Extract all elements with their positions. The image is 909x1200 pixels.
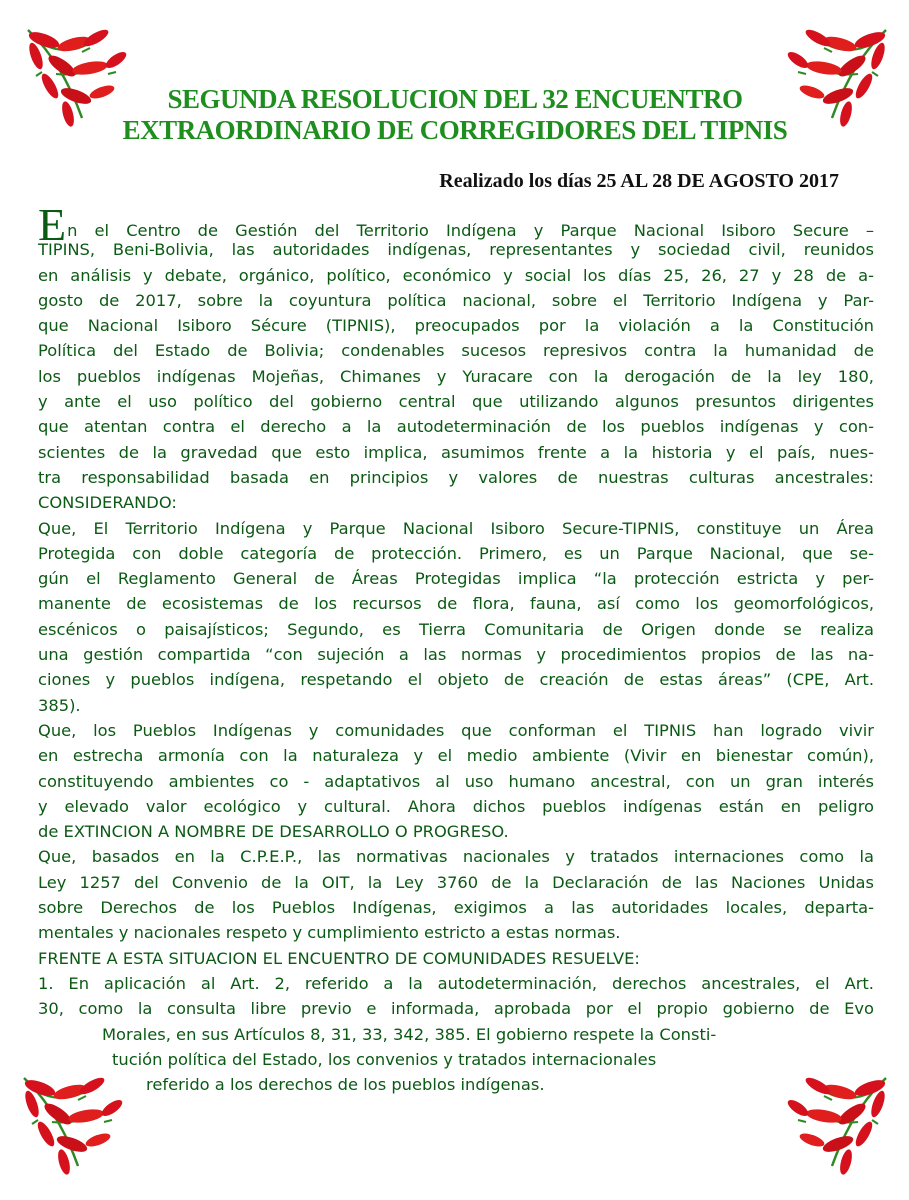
text-line: 1. En aplicación al Art. 2, referido a la autodeterminación, derechos ancestrales, el Art. [38,973,874,993]
text-line: una gestión compartida “con sujeción a las normas y procedimientos propios de las na- [38,645,874,665]
text-line: Morales, en sus Artículos 8, 31, 33, 342, 385. El gobierno respete la Consti- [102,1024,717,1044]
text-line: y elevado valor ecológico y cultural. Ahora dichos pueblos indígenas están en peligro [38,796,874,816]
text-line: TIPINS, Beni-Bolivia, las autoridades indígenas, representantes y sociedad civil, reunidos [38,240,874,260]
resolution-body [38,199,874,1097]
text-line: n el Centro de Gestión del Territorio Indígena y Parque Nacional Isiboro Secure – [67,221,874,240]
text-line: tución política del Estado, los convenios y tratados internacionales [112,1049,657,1069]
drop-cap: E [38,199,67,250]
text-line: referido a los derechos de los pueblos indígenas. [146,1075,545,1095]
event-dates: Realizado los días 25 AL 28 DE AGOSTO 2017 [439,170,839,192]
text-line: los pueblos indígenas Mojeñas, Chimanes y Yuracare con la derogación de la ley 180, [38,366,874,386]
text-line: Que, El Territorio Indígena y Parque Nacional Isiboro Secure-TIPNIS, constituye un Área [38,518,874,538]
text-line: y ante el uso político del gobierno central que utilizando algunos presuntos dirigentes [38,392,874,412]
text-line: gún el Reglamento General de Áreas Protegidas implica “la protección estricta y per- [38,569,874,589]
section-heading: CONSIDERANDO: [38,493,177,513]
text-line: manente de ecosistemas de los recursos de flora, fauna, así como los geomorfológicos, [38,594,874,614]
text-line: gosto de 2017, sobre la coyuntura política nacional, sobre el Territorio Indígena y Par- [38,290,874,310]
text-line: Ley 1257 del Convenio de la OIT, la Ley 3760 de la Declaración de las Naciones Unidas [38,872,874,892]
text-line: que atentan contra el derecho a la autodeterminación de los pueblos indígenas y con- [38,417,874,437]
text-line: en estrecha armonía con la naturaleza y el medio ambiente (Vivir en bienestar común), [38,746,874,766]
text-line: Que, basados en la C.P.E.P., las normativas nacionales y tratados internaciones como la [38,847,874,867]
text-line: escénicos o paisajísticos; Segundo, es Tierra Comunitaria de Origen donde se realiza [38,619,874,639]
title-line: SEGUNDA RESOLUCION DEL 32 ENCUENTRO [167,84,743,114]
text-line: ciones y pueblos indígena, respetando el objeto de creación de estas áreas” (CPE, Art. [38,670,874,690]
text-line: que Nacional Isiboro Sécure (TIPNIS), preocupados por la violación a la Constitución [38,316,874,336]
text-line: de EXTINCION A NOMBRE DE DESARROLLO O PROGRESO. [38,822,509,842]
title-line: EXTRAORDINARIO DE CORREGIDORES DEL TIPNIS [122,115,788,145]
text-line: en análisis y debate, orgánico, político, económico y social los días 25, 26, 27 y 28 de a- [38,265,874,285]
text-line: 30, como la consulta libre previo e informada, aprobada por el propio gobierno de Evo [38,999,874,1019]
text-line: Protegida con doble categoría de protección. Primero, es un Parque Nacional, que se- [38,543,874,563]
text-line: sobre Derechos de los Pueblos Indígenas, exigimos a las autoridades locales, departa- [38,898,874,918]
text-line: constituyendo ambientes co - adaptativos al uso humano ancestral, con un gran interés [38,771,874,791]
text-line: Que, los Pueblos Indígenas y comunidades que conforman el TIPNIS han logrado vivir [38,720,874,740]
text-line: Política del Estado de Bolivia; condenables sucesos represivos contra la humanidad de [38,341,874,361]
text-line: tra responsabilidad basada en principios y valores de nuestras culturas ancestrales: [38,467,874,487]
section-heading: FRENTE A ESTA SITUACION EL ENCUENTRO DE COMUNIDADES RESUELVE: [38,948,640,968]
text-line: 385). [38,695,81,715]
document-title [90,84,820,146]
text-line: mentales y nacionales respeto y cumplimiento estricto a estas normas. [38,923,621,943]
text-line: scientes de la gravedad que esto implica, asumimos frente a la historia y el país, nues- [38,442,874,462]
